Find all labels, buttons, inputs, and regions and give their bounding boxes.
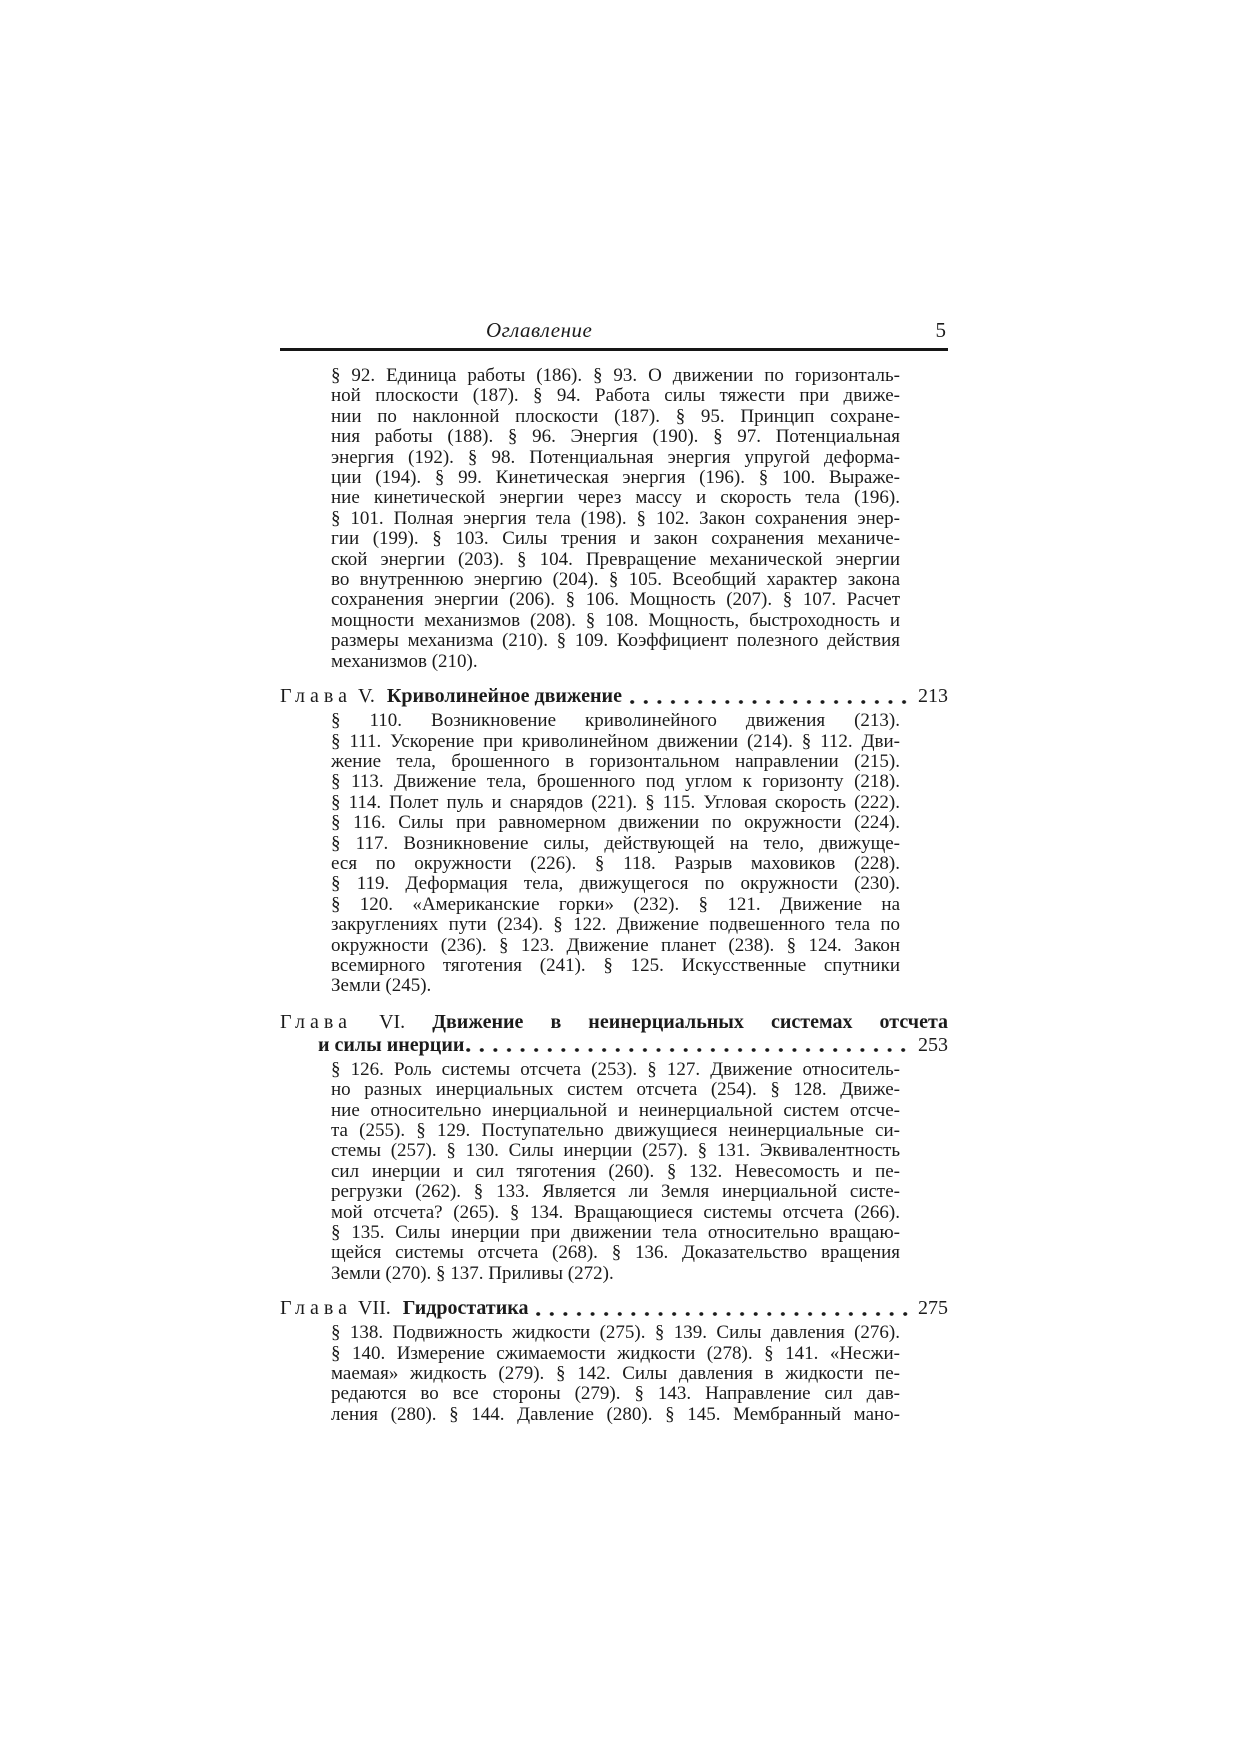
page-number: 5 [935,318,946,342]
toc-entry-line: ции (194). § 99. Кинетическая энергия (196). § 100. Выраже- [331,467,900,489]
chapter-numeral: VII. [357,1297,391,1320]
chapter-numeral: V. [357,685,375,708]
toc-entry-line: всемирного тяготения (241). § 125. Искусственные спутники [331,954,900,976]
toc-entry-line: еся по окружности (226). § 118. Разрыв маховиков (228). [331,852,900,874]
toc-entry-line: § 135. Силы инерции при движении тела относительно вращаю- [331,1222,900,1244]
chapter-page-number: 213 [918,685,948,708]
chapter-title-line2: и силы инерции [318,1033,465,1056]
toc-entry-line: сил инерции и сил тяготения (260). § 132. Невесомость и пе- [331,1160,900,1182]
toc-entry-line: § 119. Деформация тела, движущегося по окружности (230). [331,873,900,895]
toc-entry-line: § 113. Движение тела, брошенного под углом к горизонту (218). [331,771,900,793]
toc-entry-line: размеры механизма (210). § 109. Коэффициент полезного действия [331,630,900,652]
dot-leader [466,1034,910,1057]
type-area [280,312,948,1425]
dot-leader [536,1297,910,1320]
toc-entry-line: ления (280). § 144. Давление (280). § 145. Мембранный мано- [331,1403,900,1425]
toc-section-chapter-6 [280,1011,948,1284]
chapter-title-line1: Движение в неинерциальных системах отсчета [432,1010,949,1033]
chapter-numeral: VI. [379,1010,406,1033]
toc-entry-line: § 126. Роль системы отсчета (253). § 127. Движение относитель- [331,1058,900,1080]
chapter-6-heading-line2 [318,1034,948,1057]
toc-entry-line: ние относительно инерциальной и неинерциальной систем отсче- [331,1099,900,1121]
dot-leader [630,685,910,708]
toc-entry-line: сохранения энергии (206). § 106. Мощность (207). § 107. Расчет [331,589,900,611]
toc-entries-chapter-7 [331,1323,900,1425]
toc-entries-chapter-5 [331,711,900,997]
chapter-title: Гидростатика [402,1297,529,1320]
toc-entry-line: закруглениях пути (234). § 122. Движение подвешенного тела по [331,914,900,936]
toc-entry-line: § 92. Единица работы (186). § 93. О движении по горизонталь- [331,365,900,386]
toc-entry-line: § 117. Возникновение силы, действующей на тело, движуще- [331,832,900,854]
toc-entry-line: жение тела, брошенного в горизонтальном направлении (215). [331,750,900,772]
toc-entry-line: редаются во все стороны (279). § 143. Направление сил дав- [331,1383,900,1405]
toc-entries-chapter-6 [331,1060,900,1284]
toc-entry-line: § 120. «Американские горки» (232). § 121. Движение на [331,893,900,915]
toc-entry-line: Земли (245). [331,975,432,997]
toc-section-chapter-5 [280,685,948,997]
toc-entry-line: нии по наклонной плоскости (187). § 95. Принцип сохране- [331,405,900,427]
toc-entry-line: энергия (192). § 98. Потенциальная энергия упругой деформа- [331,446,900,468]
toc-entry-line: § 114. Полет пуль и снарядов (221). § 115. Угловая скорость (222). [331,791,900,813]
toc-entry-line: ния работы (188). § 96. Энергия (190). § 97. Потенциальная [331,426,900,448]
chapter-page-number: 275 [918,1297,948,1320]
page-header [280,312,948,351]
toc-entry-line: § 140. Измерение сжимаемости жидкости (278). § 141. «Несжи- [331,1342,900,1364]
toc-entry-line: гии (199). § 103. Силы трения и закон сохранения механиче- [331,528,900,550]
toc-entry-line: § 138. Подвижность жидкости (275). § 139. Силы давления (276). [331,1322,900,1344]
toc-entry-line: ние кинетической энергии через массу и скорость тела (196). [331,487,900,509]
toc-entry-line: § 110. Возникновение криволинейного движения (213). [331,710,900,732]
toc-entry-line: та (255). § 129. Поступательно движущиеся неинерциальные си- [331,1120,900,1141]
running-head-title: Оглавление [486,318,593,342]
toc-entry-line: но разных инерциальных систем отсчета (254). § 128. Движе- [331,1079,900,1101]
toc-entry-line: щейся системы отсчета (268). § 136. Доказательство вращения [331,1242,900,1264]
chapter-7-heading [280,1297,948,1320]
chapter-label: Глава [280,685,352,708]
toc-section-chapter-7 [280,1297,948,1425]
chapter-label: Глава [280,1010,352,1033]
toc-entry-line: мой отсчета? (265). § 134. Вращающиеся системы отсчета (266). [331,1201,900,1223]
toc-entry-line: ной плоскости (187). § 94. Работа силы тяжести при движе- [331,385,900,407]
chapter-title: Криволинейное движение [386,685,622,708]
toc-entries-continuation [331,366,900,672]
toc-entry-line: ской энергии (203). § 104. Превращение механической энергии [331,548,900,570]
chapter-6-heading-line1 [280,1011,948,1034]
chapter-page-number: 253 [918,1033,948,1056]
toc-entry-line: регрузки (262). § 133. Является ли Земля инерциальной систе- [331,1181,900,1203]
toc-entry-line: окружности (236). § 123. Движение планет (238). § 124. Закон [331,934,900,956]
toc-entry-line: § 101. Полная энергия тела (198). § 102. Закон сохранения энер- [331,507,900,529]
chapter-label: Глава [280,1297,352,1320]
toc-entry-line: стемы (257). § 130. Силы инерции (257). § 131. Эквивалентность [331,1140,900,1162]
chapter-5-heading [280,685,948,708]
toc-entry-line: § 116. Силы при равномерном движении по окружности (224). [331,812,900,834]
toc-entry-line: Земли (270). § 137. Приливы (272). [331,1262,614,1284]
toc-entry-line: маемая» жидкость (279). § 142. Силы давления в жидкости пе- [331,1363,900,1385]
toc-entry-line: § 111. Ускорение при криволинейном движении (214). § 112. Дви- [331,730,900,752]
toc-entry-line: механизмов (210). [331,650,478,672]
toc-entry-line: мощности механизмов (208). § 108. Мощность, быстроходность и [331,609,900,631]
toc-entry-line: во внутреннюю энергию (204). § 105. Всеобщий характер закона [331,569,900,591]
